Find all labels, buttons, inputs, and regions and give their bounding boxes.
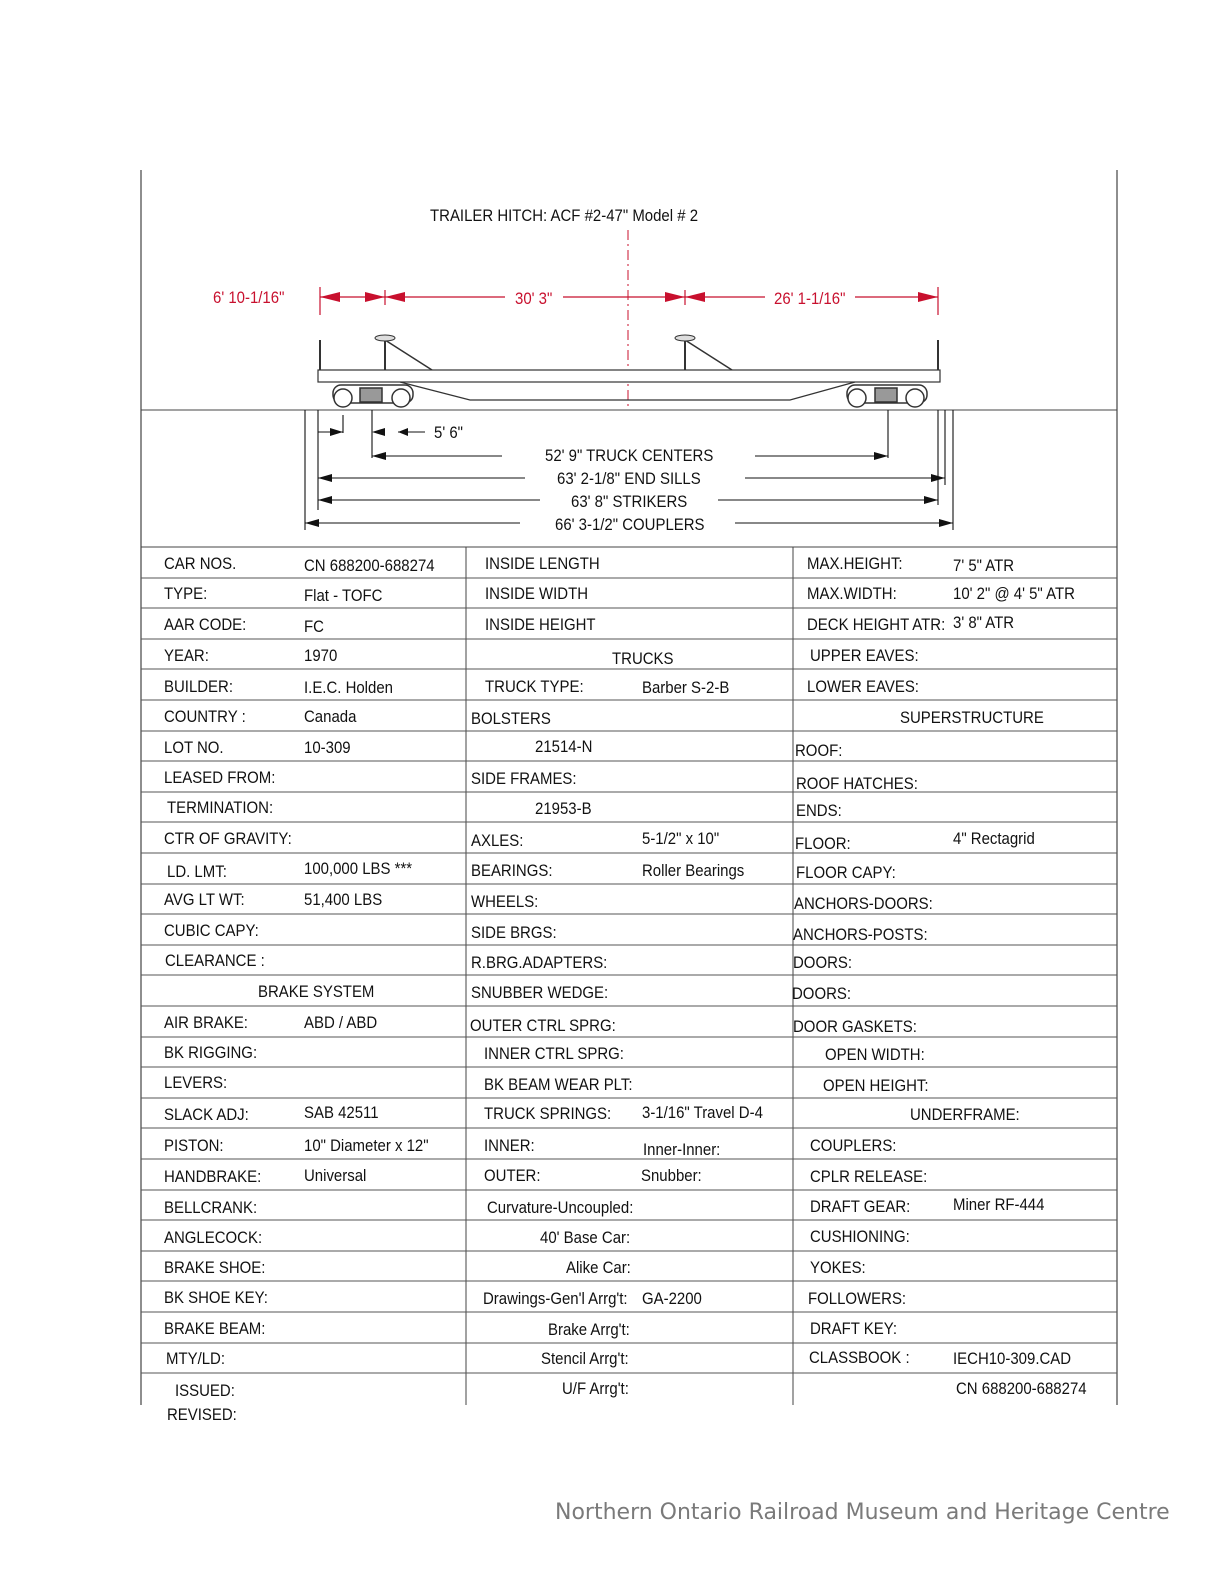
bellcrank-label: BELLCRANK: <box>164 1198 258 1217</box>
max-height-value: 7' 5" ATR <box>953 556 1015 575</box>
inner-inner-label: Inner-Inner: <box>643 1140 721 1159</box>
inner-ctrl-label: INNER CTRL SPRG: <box>484 1044 624 1063</box>
rbrg-label: R.BRG.ADAPTERS: <box>471 953 608 972</box>
cplr-release-label: CPLR RELEASE: <box>810 1167 928 1186</box>
dim-truck-wheel: 5' 6" <box>434 423 463 442</box>
bolsters-value: 21514-N <box>535 737 593 756</box>
year-label: YEAR: <box>164 646 209 665</box>
hitch-label: TRAILER HITCH: ACF #2-47" Model # 2 <box>430 206 699 225</box>
cushioning-label: CUSHIONING: <box>810 1227 910 1246</box>
axles-value: 5-1/2" x 10" <box>642 829 720 848</box>
lot-value: 10-309 <box>304 738 351 757</box>
doors-label-2: DOORS: <box>792 984 852 1003</box>
bearings-label: BEARINGS: <box>471 861 553 880</box>
type-value: Flat - TOFC <box>304 586 383 605</box>
max-width-value: 10' 2" @ 4' 5" ATR <box>953 584 1075 603</box>
lot-label: LOT NO. <box>164 738 224 757</box>
uf-arrg-label: U/F Arrg't: <box>562 1379 629 1398</box>
inner-label: INNER: <box>484 1136 535 1155</box>
revised-label: REVISED: <box>167 1405 237 1424</box>
bolsters-label: BOLSTERS <box>471 709 551 728</box>
truck-type-label: TRUCK TYPE: <box>485 677 584 696</box>
brake-system-header: BRAKE SYSTEM <box>258 982 375 1001</box>
drawings-value: GA-2200 <box>642 1289 702 1308</box>
drawings-label: Drawings-Gen'l Arrg't: <box>483 1289 628 1308</box>
rigging-label: BK RIGGING: <box>164 1043 258 1062</box>
anchors-doors-label: ANCHORS-DOORS: <box>794 894 933 913</box>
outer-ctrl-label: OUTER CTRL SPRG: <box>470 1016 616 1035</box>
classbook-label: CLASSBOOK : <box>809 1348 910 1367</box>
roof-label: ROOF: <box>795 741 843 760</box>
aar-value: FC <box>304 617 324 636</box>
floor-value: 4" Rectagrid <box>953 829 1035 848</box>
bearings-value: Roller Bearings <box>642 861 745 880</box>
dim-end-sills: 63' 2-1/8" END SILLS <box>557 469 701 488</box>
year-value: 1970 <box>304 646 338 665</box>
slack-value: SAB 42511 <box>304 1103 379 1122</box>
side-brgs-label: SIDE BRGS: <box>471 923 557 942</box>
dim-truck-centers: 52' 9" TRUCK CENTERS <box>545 446 714 465</box>
open-height-label: OPEN HEIGHT: <box>823 1076 929 1095</box>
ld-value: 100,000 LBS *** <box>304 859 413 878</box>
car-nos-label: CAR NOS. <box>164 554 237 573</box>
builder-value: I.E.C. Holden <box>304 678 393 697</box>
open-width-label: OPEN WIDTH: <box>825 1045 925 1064</box>
country-label: COUNTRY : <box>164 707 246 726</box>
doors-label: DOORS: <box>793 953 853 972</box>
door-gaskets-label: DOOR GASKETS: <box>793 1017 917 1036</box>
yokes-label: YOKES: <box>810 1258 866 1277</box>
leased-label: LEASED FROM: <box>164 768 276 787</box>
anchors-posts-label: ANCHORS-POSTS: <box>793 925 928 944</box>
side-frames-label: SIDE FRAMES: <box>471 769 577 788</box>
inside-width-label: INSIDE WIDTH <box>485 584 589 603</box>
floor-label: FLOOR: <box>795 834 851 853</box>
inside-height-label: INSIDE HEIGHT <box>485 615 596 634</box>
max-height-label: MAX.HEIGHT: <box>807 554 903 573</box>
truck-type-value: Barber S-2-B <box>642 678 730 697</box>
truck-springs-value: 3-1/16" Travel D-4 <box>642 1103 763 1122</box>
curvature-label: Curvature-Uncoupled: <box>487 1198 634 1217</box>
ctr-label: CTR OF GRAVITY: <box>164 829 292 848</box>
base-car-label: 40' Base Car: <box>540 1228 631 1247</box>
max-width-label: MAX.WIDTH: <box>807 584 897 603</box>
anglecock-label: ANGLECOCK: <box>164 1228 263 1247</box>
air-value: ABD / ABD <box>304 1013 378 1032</box>
ld-label: LD. LMT: <box>167 862 227 881</box>
issued-label: ISSUED: <box>175 1381 235 1400</box>
deck-height-label: DECK HEIGHT ATR: <box>807 615 946 634</box>
type-label: TYPE: <box>164 584 208 603</box>
roof-hatches-label: ROOF HATCHES: <box>796 774 918 793</box>
ends-label: ENDS: <box>796 801 842 820</box>
floor-capy-label: FLOOR CAPY: <box>796 863 896 882</box>
country-value: Canada <box>304 707 357 726</box>
brake-arrg-label: Brake Arrg't: <box>548 1320 630 1339</box>
dim-mid: 30' 3" <box>515 289 553 308</box>
draft-gear-value: Miner RF-444 <box>953 1195 1045 1214</box>
stencil-arrg-label: Stencil Arrg't: <box>541 1349 629 1368</box>
slack-label: SLACK ADJ: <box>164 1105 249 1124</box>
piston-label: PISTON: <box>164 1136 224 1155</box>
handbrake-value: Universal <box>304 1166 367 1185</box>
aar-label: AAR CODE: <box>164 615 247 634</box>
lower-eaves-label: LOWER EAVES: <box>807 677 919 696</box>
clearance-label: CLEARANCE : <box>165 951 265 970</box>
dim-couplers: 66' 3-1/2" COUPLERS <box>555 515 705 534</box>
snubber-wedge-label: SNUBBER WEDGE: <box>471 983 609 1002</box>
mty-label: MTY/LD: <box>166 1349 226 1368</box>
car-nos-value: CN 688200-688274 <box>304 556 435 575</box>
museum-credit: Northern Ontario Railroad Museum and Heritage Centre <box>555 1500 1170 1525</box>
brake-beam-label: BRAKE BEAM: <box>164 1319 266 1338</box>
dim-strikers: 63' 8" STRIKERS <box>571 492 688 511</box>
superstructure-header: SUPERSTRUCTURE <box>900 708 1044 727</box>
axles-label: AXLES: <box>471 831 524 850</box>
snubber-label: Snubber: <box>641 1166 702 1185</box>
followers-label: FOLLOWERS: <box>808 1289 907 1308</box>
truck-springs-label: TRUCK SPRINGS: <box>484 1104 612 1123</box>
termination-label: TERMINATION: <box>167 798 274 817</box>
cubic-label: CUBIC CAPY: <box>164 921 259 940</box>
wheels-label: WHEELS: <box>471 892 539 911</box>
bk-beam-wear-label: BK BEAM WEAR PLT: <box>484 1075 633 1094</box>
handbrake-label: HANDBRAKE: <box>164 1167 262 1186</box>
trucks-header: TRUCKS <box>612 649 674 668</box>
shoe-key-label: BK SHOE KEY: <box>164 1288 268 1307</box>
upper-eaves-label: UPPER EAVES: <box>810 646 919 665</box>
draft-gear-label: DRAFT GEAR: <box>810 1197 911 1216</box>
air-label: AIR BRAKE: <box>164 1013 248 1032</box>
series-value: CN 688200-688274 <box>956 1379 1087 1398</box>
avg-value: 51,400 LBS <box>304 890 383 909</box>
inside-length-label: INSIDE LENGTH <box>485 554 600 573</box>
avg-label: AVG LT WT: <box>164 890 245 909</box>
alike-car-label: Alike Car: <box>566 1258 631 1277</box>
side-frames-value: 21953-B <box>535 799 592 818</box>
levers-label: LEVERS: <box>164 1073 228 1092</box>
outer-label: OUTER: <box>484 1166 541 1185</box>
dim-left: 6' 10-1/16" <box>213 288 285 307</box>
underframe-header: UNDERFRAME: <box>910 1105 1020 1124</box>
classbook-value: IECH10-309.CAD <box>953 1349 1072 1368</box>
builder-label: BUILDER: <box>164 677 234 696</box>
couplers-label: COUPLERS: <box>810 1136 897 1155</box>
deck-height-value: 3' 8" ATR <box>953 613 1015 632</box>
piston-value: 10" Diameter x 12" <box>304 1136 429 1155</box>
draft-key-label: DRAFT KEY: <box>810 1319 898 1338</box>
dim-right: 26' 1-1/16" <box>774 289 846 308</box>
brake-shoe-label: BRAKE SHOE: <box>164 1258 266 1277</box>
